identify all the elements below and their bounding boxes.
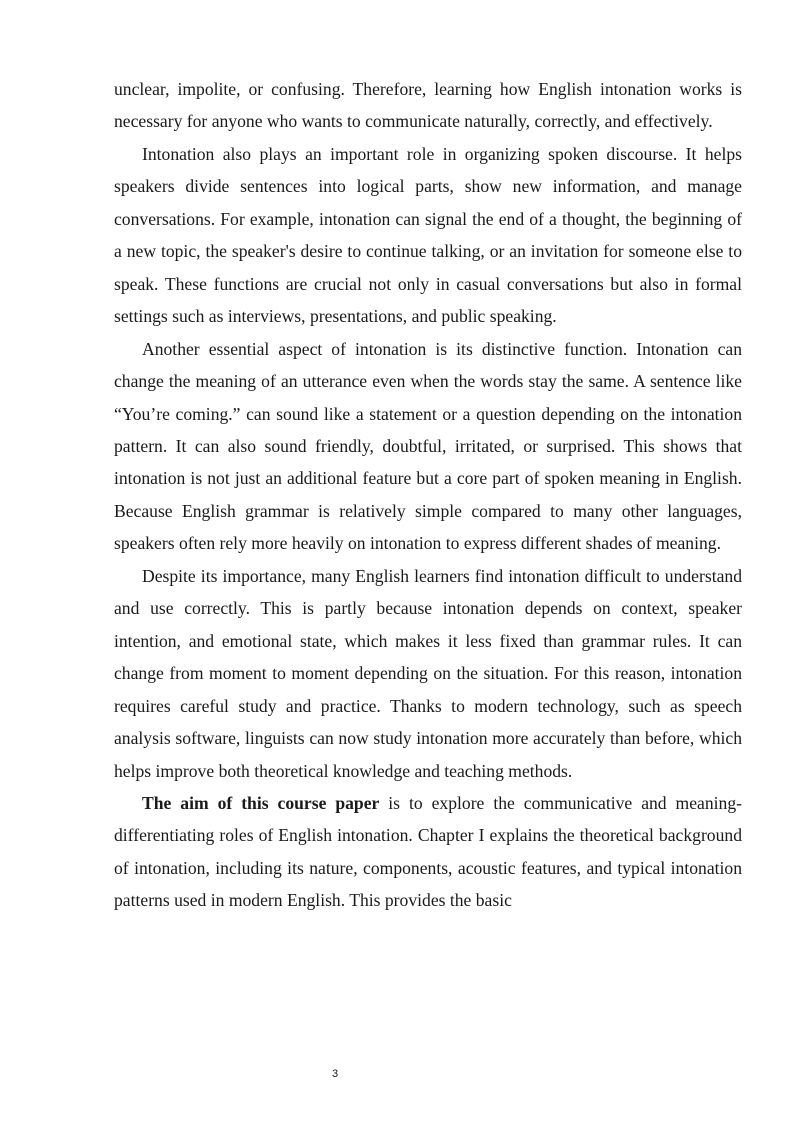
page-number: 3 — [331, 1068, 339, 1080]
paragraph-aim — [114, 787, 742, 917]
aim-body-text: is to explore the communicative and meaning-differentiating roles of English intonation. Chapter I explains the theoretical background of intonation, including its nature, components, acoustic features, and typical intonation patterns used in modern English. This provides the basic — [114, 792, 742, 911]
paragraph-difficulty: Despite its importance, many English learners find intonation difficult to understand and use correctly. This is partly because intonation depends on context, speaker intention, and emotional state, which makes it less fixed than grammar rules. It can change from moment to moment depending on the situation. For this reason, intonation requires careful study and practice. Thanks to modern technology, such as speech analysis software, linguists can now study intonation more accurately than before, which helps improve both theoretical knowledge and teaching methods. — [114, 565, 742, 781]
paragraph-distinctive-function: Another essential aspect of intonation is its distinctive function. Intonation can change the meaning of an utterance even when the words stay the same. A sentence like “You’re coming.” can sound like a statement or a question depending on the intonation pattern. It can also sound friendly, doubtful, irritated, or surprised. This shows that intonation is not just an additional feature but a core part of spoken meaning in English. Because English grammar is relatively simple compared to many other languages, speakers often rely more heavily on intonation to express different shades of meaning. — [114, 338, 742, 554]
aim-lead-text: The aim of this course paper — [142, 792, 380, 813]
paragraph-continuation: unclear, impolite, or confusing. Therefore, learning how English intonation works is necessary for anyone who wants to communicate naturally, correctly, and effectively. — [114, 79, 742, 132]
paragraph-discourse: Intonation also plays an important role in organizing spoken discourse. It helps speakers divide sentences into logical parts, show new information, and manage conversations. For example, intonation can signal the end of a thought, the beginning of a new topic, the speaker's desire to continue talking, or an invitation for someone else to speak. These functions are crucial not only in casual conversations but also in formal settings such as interviews, presentations, and public speaking. — [114, 143, 742, 327]
body-text — [114, 73, 742, 917]
